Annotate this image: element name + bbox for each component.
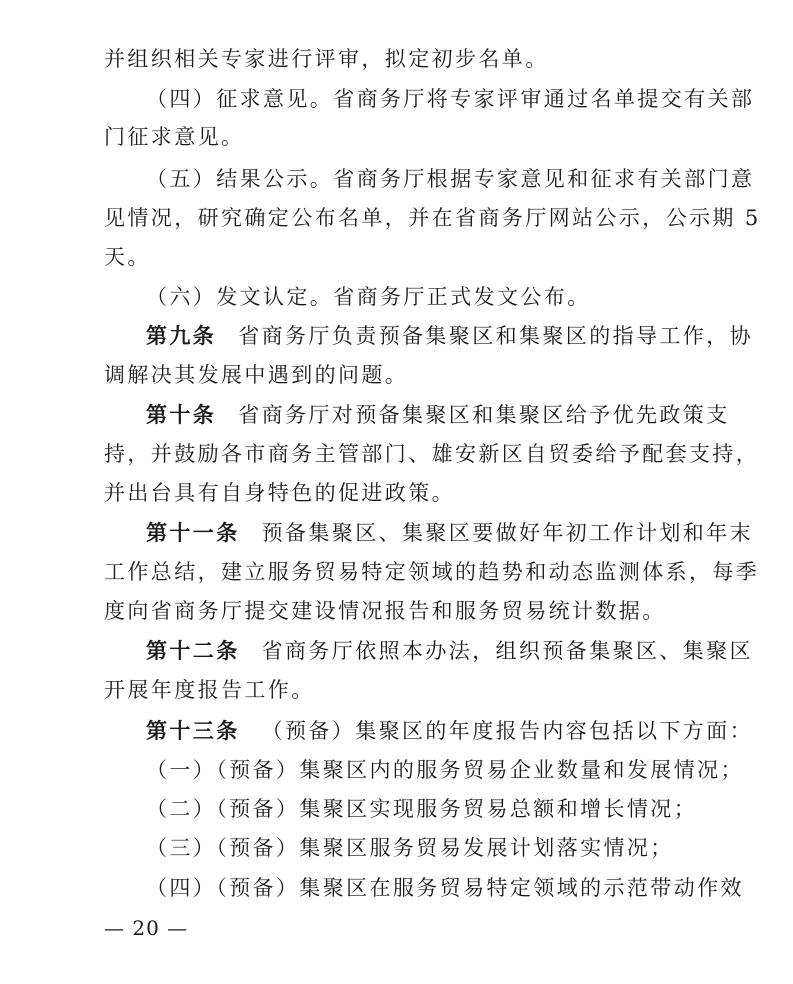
text-line [0,355,793,395]
line-text: 并出台具有自身特色的促进政策。 [104,481,455,505]
line-text: 省商务厅负责预备集聚区和集聚区的指导工作，协 [238,324,754,348]
line-text: （四）（预备）集聚区在服务贸易特定领域的示范带动作效 [146,876,744,900]
text-line [0,159,793,199]
text-line [0,473,793,513]
line-text: 并组织相关专家进行评审，拟定初步名单。 [104,47,549,71]
text-line [0,552,793,592]
line-text: （二）（预备）集聚区实现服务贸易总额和增长情况； [146,797,698,821]
line-text: （一）（预备）集聚区内的服务贸易企业数量和发展情况； [146,758,744,782]
article-line [0,711,793,751]
text-line [0,434,793,474]
text-line [0,237,793,277]
text-line [0,198,793,238]
article-heading: 第九条 [146,323,217,348]
article-line [0,395,793,435]
list-item [0,750,793,790]
list-item [0,868,793,908]
article-heading: 第十条 [146,402,217,427]
line-text: 预备集聚区、集聚区要做好年初工作计划和年末 [261,521,754,545]
article-heading: 第十二条 [146,638,240,663]
line-text: 持，并鼓励各市商务主管部门、雄安新区自贸委给予配套支持， [104,442,760,466]
line-text: （四）征求意见。省商务厅将专家评审通过名单提交有关部 [146,87,755,111]
line-text: 工作总结，建立服务贸易特定领域的趋势和动态监测体系，每季 [104,560,760,584]
list-item [0,789,793,829]
text-line [0,591,793,631]
line-text: （三）（预备）集聚区服务贸易发展计划落实情况； [146,836,674,860]
article-line [0,631,793,671]
line-text: 天。 [104,245,151,269]
article-heading: 第十三条 [146,718,240,743]
line-text: 省商务厅依照本办法，组织预备集聚区、集聚区 [261,639,754,663]
text-line [0,670,793,710]
article-line [0,513,793,553]
line-text: （预备）集聚区的年度报告内容包括以下方面： [261,719,754,743]
article-line [0,316,793,356]
page-number: — 20 — [104,916,189,940]
text-line [0,277,793,317]
line-text: 开展年度报告工作。 [104,678,315,702]
list-item [0,828,793,868]
line-text: （五）结果公示。省商务厅根据专家意见和征求有关部门意 [146,167,755,191]
line-text: 门征求意见。 [104,125,245,149]
line-text: 调解决其发展中遇到的问题。 [104,363,409,387]
line-text: 省商务厅对预备集聚区和集聚区给予优先政策支 [238,403,730,427]
text-line [0,79,793,119]
line-text: 见情况，研究确定公布名单，并在省商务厅网站公示，公示期 5 [104,206,761,230]
article-heading: 第十一条 [146,520,240,545]
line-text: 度向省商务厅提交建设情况报告和服务贸易统计数据。 [104,599,666,623]
line-text: （六）发文认定。省商务厅正式发文公布。 [146,285,591,309]
text-line [0,39,793,79]
text-line [0,117,793,157]
